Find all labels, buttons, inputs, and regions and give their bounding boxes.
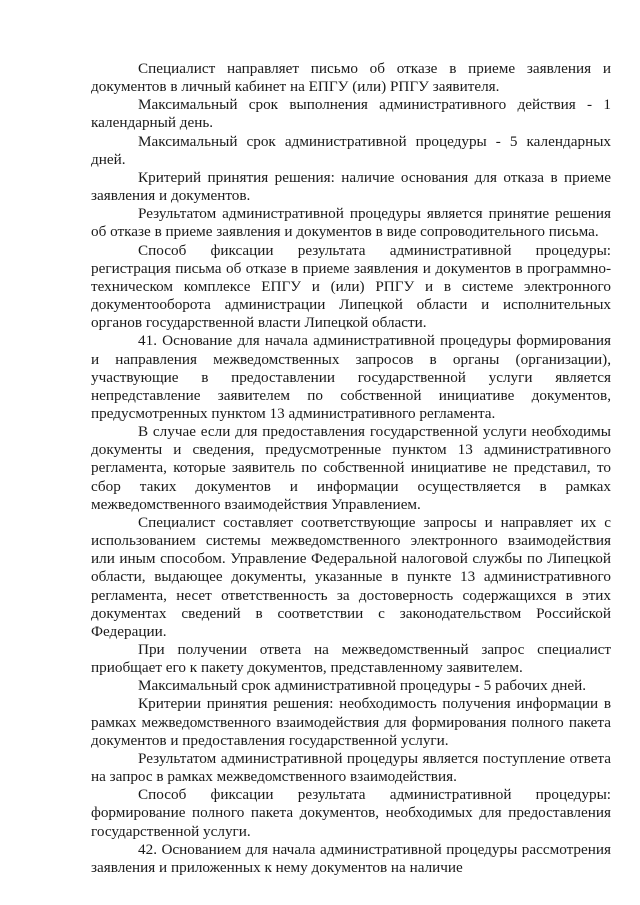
paragraph-max-action-term: Максимальный срок выполнения административного действия - 1 календарный день. <box>91 96 611 132</box>
paragraph-response-received: При получении ответа на межведомственный запрос специалист приобщает его к пакету документов, представленному заявителем. <box>91 641 611 677</box>
paragraph-refusal-letter: Специалист направляет письмо об отказе в приеме заявления и документов в личный кабинет на ЕПГУ (или) РПГУ заявителя. <box>91 60 611 96</box>
paragraph-decision-criterion: Критерий принятия решения: наличие основания для отказа в приеме заявления и документов. <box>91 168 611 205</box>
paragraph-package-formation: Способ фиксации результата административной процедуры: формирование полного пакета документов, необходимых для предоставления государственной услуги. <box>91 786 611 840</box>
paragraph-specialist-requests: Специалист составляет соответствующие запросы и направляет их с использованием системы межведомственного электронного взаимодействия или иным способом. Управление Федеральной налоговой службы по Липецкой области, выдающее документы, указанные в пункте 13 административного регламента, несет ответственность за достоверность содержащихся в этих документах сведений в соответствии с законодательством Российской Федерации. <box>91 513 611 640</box>
paragraph-section-41: 41. Основание для начала административной процедуры формирования и направления межведомственных запросов в органы (организации), участвующие в предоставлении государственной услуги является непредставление заявителем по собственной инициативе документов, предусмотренных пунктом 13 административного регламента. <box>91 332 611 422</box>
paragraph-result-recording: Способ фиксации результата административной процедуры: регистрация письма об отказе в приеме заявления и документов в программно-техническом комплексе ЕПГУ и (или) РПГУ и в системе электронного документооборота администрации Липецкой области и исполнительных органов государственной власти Липецкой области. <box>91 241 611 332</box>
paragraph-procedure-result: Результатом административной процедуры является принятие решения об отказе в приеме заявления и документов в виде сопроводительного письма. <box>91 205 611 241</box>
document-page <box>91 60 611 877</box>
paragraph-interagency-result: Результатом административной процедуры является поступление ответа на запрос в рамках межведомственного взаимодействия. <box>91 749 611 786</box>
paragraph-max-procedure-term: Максимальный срок административной процедуры - 5 календарных дней. <box>91 132 611 168</box>
paragraph-interagency-collection: В случае если для предоставления государственной услуги необходимы документы и сведения, предусмотренные пунктом 13 административного регламента, которые заявитель по собственной инициативе не представил, то сбор таких документов и информации осуществляется в рамках межведомственного взаимодействия Управлением. <box>91 423 611 513</box>
paragraph-decision-criteria: Критерии принятия решения: необходимость получения информации в рамках межведомственного взаимодействия для формирования полного пакета документов и предоставления государственной услуги. <box>91 695 611 749</box>
paragraph-section-42: 42. Основанием для начала административной процедуры рассмотрения заявления и приложенных к нему документов на наличие <box>91 840 611 876</box>
paragraph-max-working-days: Максимальный срок административной процедуры - 5 рабочих дней. <box>138 677 586 695</box>
